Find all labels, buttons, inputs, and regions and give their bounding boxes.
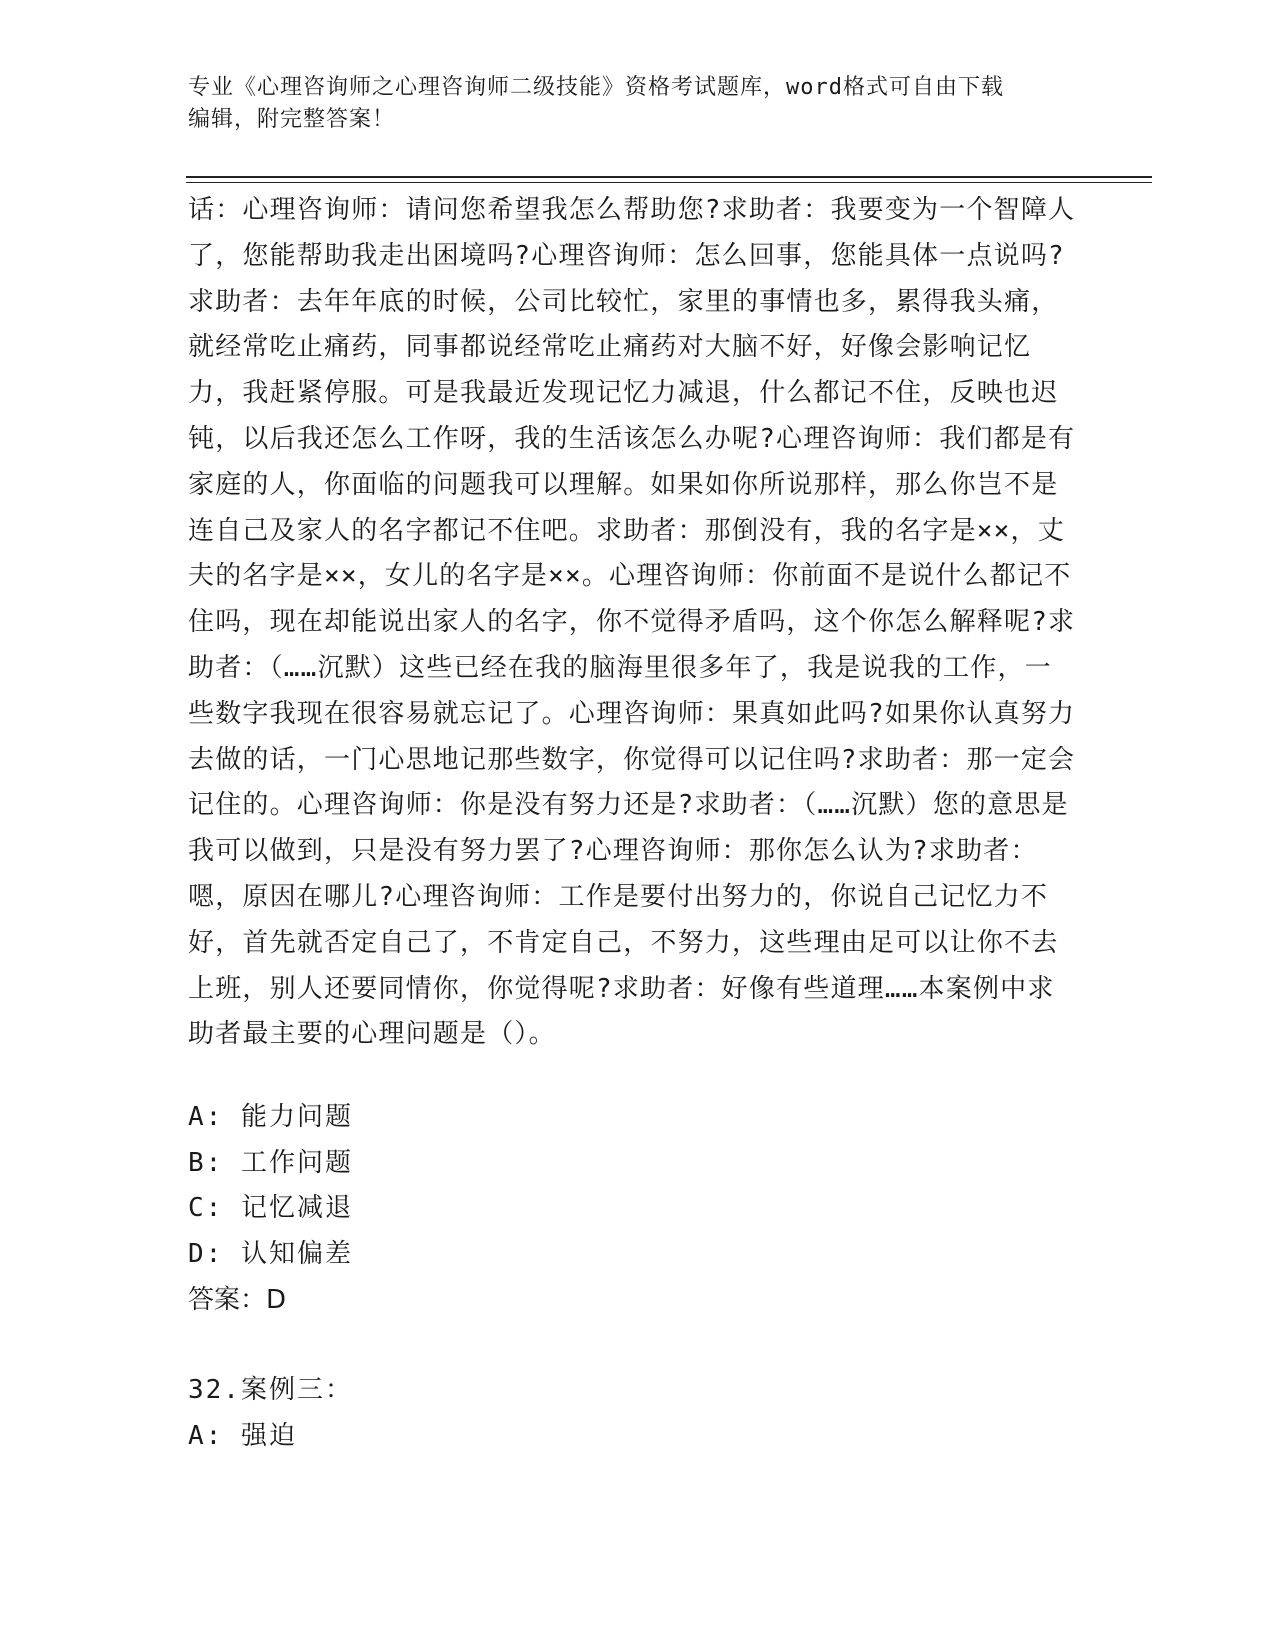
next-question bbox=[188, 1368, 353, 1459]
next-question-option-a: A: 强迫 bbox=[188, 1420, 297, 1451]
header-divider-thin bbox=[186, 182, 1152, 183]
option-list bbox=[188, 1095, 353, 1277]
option-a: A: 能力问题 bbox=[188, 1102, 353, 1132]
question-stem: 话：心理咨询师：请问您希望我怎么帮助您?求助者：我要变为一个智障人了，您能帮助我走出困境吗?心理咨询师：怎么回事，您能具体一点说吗?求助者：去年年底的时候，公司比较忙，家里的事情也多，累得我头痛，就经常吃止痛药，同事都说经常吃止痛药对大脑不好，好像会影响记忆力，我赶紧停服。可是我最近发现记忆力减退，什么都记不住，反映也迟钝，以后我还怎么工作呀，我的生活该怎么办呢?心理咨询师：我们都是有家庭的人，你面临的问题我可以理解。如果如你所说那样，那么你岂不是连自己及家人的名字都记不住吧。求助者：那倒没有，我的名字是××，丈夫的名字是××，女儿的名字是××。心理咨询师：你前面不是说什么都记不住吗，现在却能说出家人的名字，你不觉得矛盾吗，这个你怎么解释呢?求助者：（……沉默）这些已经在我的脑海里很多年了，我是说我的工作，一些数字我现在很容易就忘记了。心理咨询师：果真如此吗?如果你认真努力去做的话，一门心思地记那些数字，你觉得可以记住吗?求助者：那一定会记住的。心理咨询师：你是没有努力还是?求助者：（……沉默）您的意思是我可以做到，只是没有努力罢了?心理咨询师：那你怎么认为?求助者：嗯，原因在哪儿?心理咨询师：工作是要付出努力的，你说自己记忆力不好，首先就否定自己了，不肯定自己，不努力，这些理由足可以让你不去上班，别人还要同情你，你觉得呢?求助者：好像有些道理……本案例中求助者最主要的心理问题是（）。 bbox=[188, 195, 1076, 1050]
header-title-line1: 专业《心理咨询师之心理咨询师二级技能》资格考试题库，word格式可自由下载 bbox=[188, 75, 1004, 100]
next-question-title: 32.案例三： bbox=[188, 1375, 353, 1405]
header-title-line2: 编辑，附完整答案！ bbox=[188, 107, 396, 132]
header-divider-thick bbox=[186, 176, 1152, 178]
answer-line: 答案：D bbox=[188, 1285, 287, 1315]
option-b: B: 工作问题 bbox=[188, 1147, 353, 1178]
option-d: D: 认知偏差 bbox=[188, 1238, 353, 1269]
option-c: C: 记忆减退 bbox=[188, 1193, 353, 1223]
document-header bbox=[188, 72, 1068, 136]
